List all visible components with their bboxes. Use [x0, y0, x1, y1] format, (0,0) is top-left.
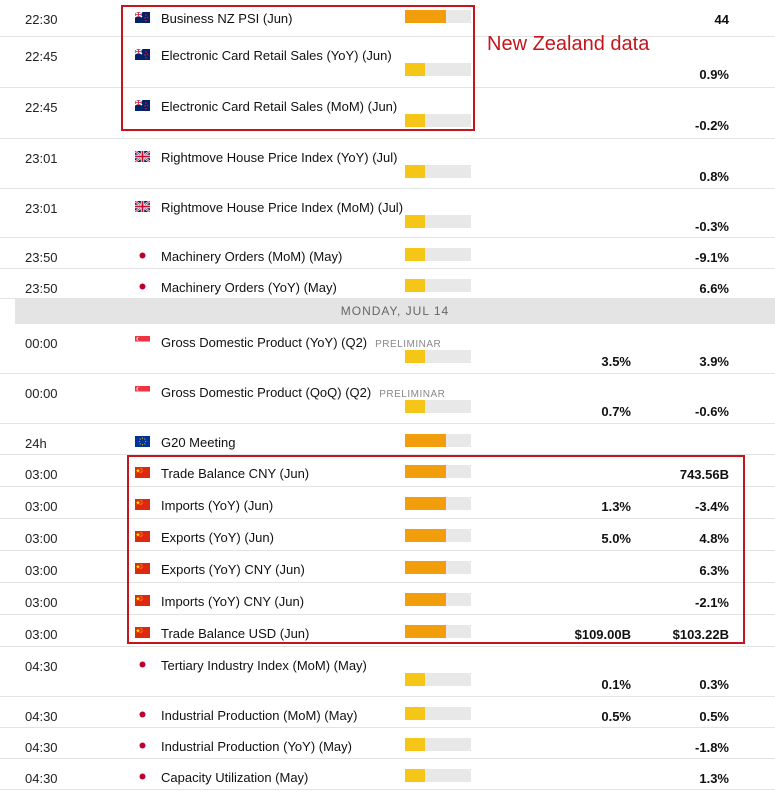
importance-bar — [405, 707, 471, 720]
previous-value: -1.8% — [695, 740, 729, 755]
japan-flag-icon — [135, 709, 150, 720]
event-name-text: G20 Meeting — [161, 435, 236, 450]
previous-value: 6.6% — [699, 281, 729, 296]
importance-fill — [405, 350, 425, 363]
event-time: 03:00 — [25, 467, 58, 482]
event-name[interactable] — [161, 385, 445, 400]
event-time: 00:00 — [25, 386, 58, 401]
event-row[interactable] — [0, 728, 775, 759]
importance-bar — [405, 279, 471, 292]
event-name[interactable] — [161, 770, 308, 785]
importance-fill — [405, 707, 425, 720]
event-row[interactable] — [0, 238, 775, 269]
previous-value: 44 — [714, 12, 729, 27]
event-name[interactable] — [161, 249, 342, 264]
importance-bar — [405, 248, 471, 261]
previous-value: 4.8% — [699, 531, 729, 546]
event-row[interactable] — [0, 759, 775, 790]
event-name-text: Industrial Production (YoY) (May) — [161, 739, 352, 754]
event-time: 22:45 — [25, 100, 58, 115]
event-name[interactable] — [161, 739, 352, 754]
event-name[interactable] — [161, 435, 235, 450]
event-name-text: Imports (YoY) CNY (Jun) — [161, 594, 305, 609]
event-name-text: Exports (YoY) (Jun) — [161, 530, 274, 545]
event-name-text: Rightmove House Price Index (YoY) (Jul) — [161, 150, 398, 165]
importance-fill — [405, 248, 425, 261]
event-name-text: Gross Domestic Product (YoY) (Q2) — [161, 335, 368, 350]
previous-value: -0.6% — [695, 404, 729, 419]
event-row[interactable] — [0, 424, 775, 455]
importance-bar — [405, 350, 471, 363]
uk-flag-icon — [135, 201, 150, 212]
event-row[interactable] — [0, 697, 775, 728]
previous-value: -3.4% — [695, 499, 729, 514]
event-time: 24h — [25, 436, 47, 451]
importance-fill — [405, 215, 425, 228]
event-name-text: Exports (YoY) CNY (Jun) — [161, 562, 305, 577]
forecast-value: 0.7% — [601, 404, 631, 419]
previous-value: -2.1% — [695, 595, 729, 610]
event-name-text: Electronic Card Retail Sales (MoM) (Jun) — [161, 99, 398, 114]
event-time: 23:01 — [25, 201, 58, 216]
importance-fill — [405, 769, 425, 782]
event-time: 04:30 — [25, 771, 58, 786]
previous-value: 0.8% — [699, 169, 729, 184]
uk-flag-icon — [135, 151, 150, 162]
event-name-text: Imports (YoY) (Jun) — [161, 498, 274, 513]
japan-flag-icon — [135, 281, 150, 292]
event-time: 22:30 — [25, 12, 58, 27]
china-highlight-box — [127, 455, 745, 644]
singapore-flag-icon — [135, 336, 150, 347]
japan-flag-icon — [135, 250, 150, 261]
event-name[interactable] — [161, 280, 337, 295]
event-name-text: Machinery Orders (YoY) (May) — [161, 280, 337, 295]
importance-fill — [405, 738, 425, 751]
previous-value: -0.3% — [695, 219, 729, 234]
event-time: 03:00 — [25, 499, 58, 514]
previous-value: $103.22B — [672, 627, 729, 642]
event-time: 04:30 — [25, 740, 58, 755]
forecast-value: 0.5% — [601, 709, 631, 724]
nz-highlight-box — [121, 5, 475, 131]
importance-bar — [405, 400, 471, 413]
event-name-text: Trade Balance USD (Jun) — [161, 626, 310, 641]
japan-flag-icon — [135, 659, 150, 670]
previous-value: 1.3% — [699, 771, 729, 786]
event-row[interactable] — [0, 269, 775, 299]
event-name-text: Electronic Card Retail Sales (YoY) (Jun) — [161, 48, 392, 63]
event-time: 23:50 — [25, 250, 58, 265]
preliminary-tag: PRELIMINAR — [375, 339, 442, 350]
event-time: 03:00 — [25, 595, 58, 610]
importance-bar — [405, 434, 471, 447]
event-name[interactable] — [161, 708, 358, 723]
importance-fill — [405, 279, 425, 292]
event-name-text: Capacity Utilization (May) — [161, 770, 309, 785]
importance-fill — [405, 400, 425, 413]
previous-value: -9.1% — [695, 250, 729, 265]
japan-flag-icon — [135, 740, 150, 751]
event-name-text: Tertiary Industry Index (MoM) (May) — [161, 658, 367, 673]
previous-value: 6.3% — [699, 563, 729, 578]
annotation-label: New Zealand data — [487, 33, 650, 55]
eu-flag-icon — [135, 436, 150, 447]
previous-value: 0.3% — [699, 677, 729, 692]
importance-fill — [405, 165, 425, 178]
event-name-text: Trade Balance CNY (Jun) — [161, 466, 310, 481]
forecast-value: 0.1% — [601, 677, 631, 692]
event-time: 00:00 — [25, 336, 58, 351]
importance-bar — [405, 769, 471, 782]
importance-bar — [405, 673, 471, 686]
importance-fill — [405, 673, 425, 686]
date-header: MONDAY, JUL 14 — [15, 299, 775, 324]
event-row[interactable] — [0, 647, 775, 697]
importance-bar — [405, 215, 471, 228]
singapore-flag-icon — [135, 386, 150, 397]
event-time: 03:00 — [25, 563, 58, 578]
forecast-value: 3.5% — [601, 354, 631, 369]
forecast-value: $109.00B — [574, 627, 631, 642]
event-name[interactable] — [161, 200, 403, 215]
event-time: 04:30 — [25, 709, 58, 724]
event-name-text: Rightmove House Price Index (MoM) (Jul) — [161, 200, 404, 215]
event-time: 22:45 — [25, 49, 58, 64]
previous-value: 0.5% — [699, 709, 729, 724]
event-time: 03:00 — [25, 531, 58, 546]
forecast-value: 5.0% — [601, 531, 631, 546]
forecast-value: 1.3% — [601, 499, 631, 514]
event-row[interactable] — [0, 374, 775, 424]
event-time: 03:00 — [25, 627, 58, 642]
previous-value: 743.56B — [679, 467, 729, 482]
event-row[interactable] — [0, 139, 775, 189]
event-row[interactable] — [0, 324, 775, 374]
event-name-text: Machinery Orders (MoM) (May) — [161, 249, 343, 264]
previous-value: 0.9% — [699, 67, 729, 82]
importance-bar — [405, 165, 471, 178]
event-time: 23:50 — [25, 281, 58, 296]
event-name[interactable] — [161, 658, 367, 673]
importance-fill — [405, 434, 446, 447]
japan-flag-icon — [135, 771, 150, 782]
event-name-text: Gross Domestic Product (QoQ) (Q2) — [161, 385, 372, 400]
previous-value: 3.9% — [699, 354, 729, 369]
event-time: 23:01 — [25, 151, 58, 166]
event-row[interactable] — [0, 189, 775, 238]
event-name-text: Industrial Production (MoM) (May) — [161, 708, 358, 723]
importance-bar — [405, 738, 471, 751]
previous-value: -0.2% — [695, 118, 729, 133]
event-name[interactable] — [161, 150, 398, 165]
event-time: 04:30 — [25, 659, 58, 674]
event-name[interactable] — [161, 335, 441, 350]
event-name-text: Business NZ PSI (Jun) — [161, 11, 293, 26]
preliminary-tag: PRELIMINAR — [379, 389, 446, 400]
